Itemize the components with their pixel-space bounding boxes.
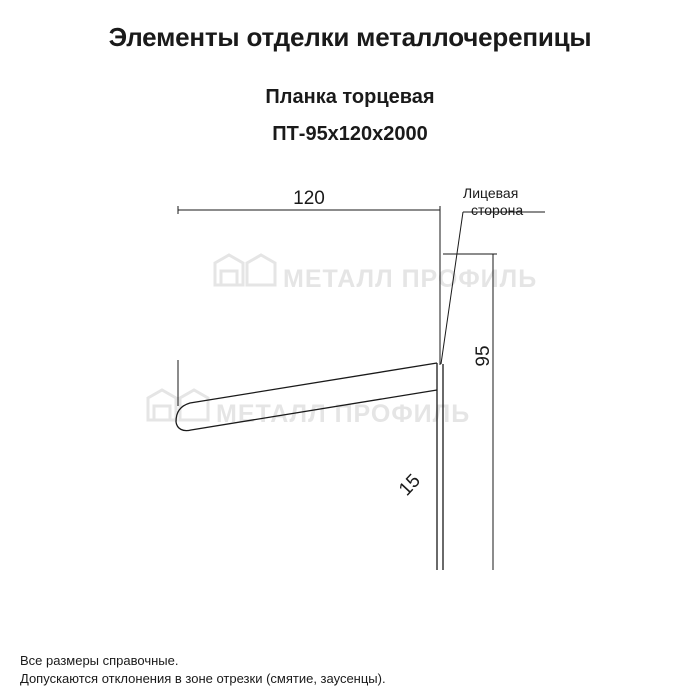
dimension-height	[443, 254, 497, 570]
page-title: Элементы отделки металлочерепицы	[108, 22, 592, 52]
annotation-front-side-line1: Лицевая	[463, 185, 519, 201]
dimension-flange-value: 15	[395, 470, 425, 501]
product-name: Планка торцевая	[265, 86, 435, 108]
dimension-width	[178, 206, 440, 406]
dimension-height-value: 95	[473, 345, 494, 367]
annotation-front-side-line2: сторона	[471, 202, 524, 218]
dimension-width-value: 120	[293, 188, 325, 209]
footer-notes	[20, 652, 386, 688]
footer-note-2: Допускаются отклонения в зоне отрезки (смятие, заусенцы).	[20, 671, 386, 686]
watermark-text: МЕТАЛЛ ПРОФИЛЬ	[283, 265, 538, 293]
technical-drawing	[0, 150, 700, 570]
product-code: ПТ-95x120x2000	[272, 123, 428, 145]
watermark-text: МЕТАЛЛ ПРОФИЛЬ	[216, 400, 471, 428]
footer-note-1: Все размеры справочные.	[20, 653, 179, 668]
profile-outline	[176, 363, 443, 570]
